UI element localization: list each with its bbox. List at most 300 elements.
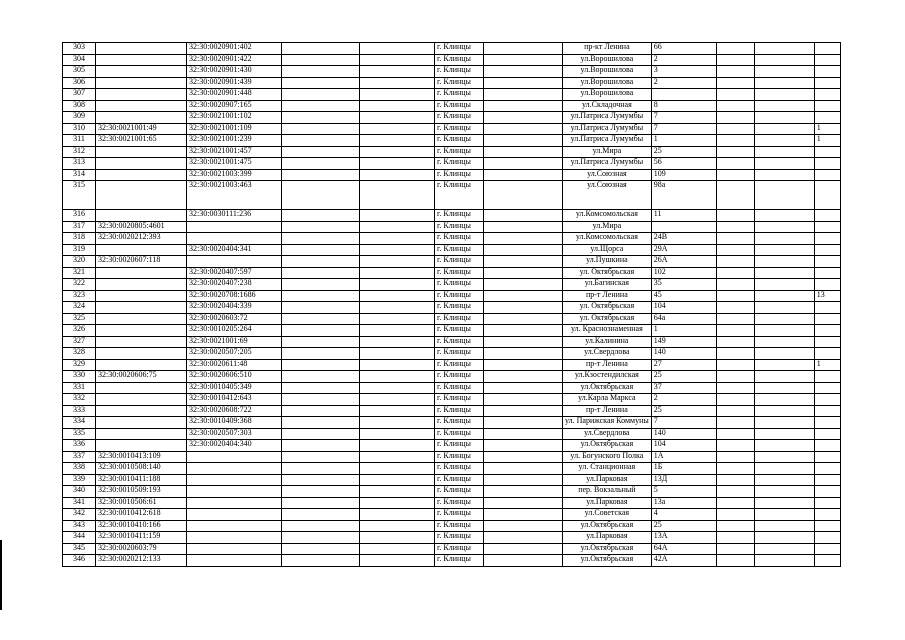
house-number-cell: 2 — [651, 77, 716, 89]
empty-cell — [754, 146, 814, 158]
empty-cell — [484, 112, 563, 124]
house-number-cell: 37 — [651, 382, 716, 394]
land-cadastral-number-cell: 32:30:0010413:109 — [96, 451, 187, 463]
building-cadastral-number-cell: 32:30:0030111:236 — [187, 210, 282, 222]
table-row — [63, 123, 841, 135]
city-cell: г. Клинцы — [435, 520, 484, 532]
city-cell: г. Клинцы — [435, 233, 484, 245]
city-cell: г. Клинцы — [435, 405, 484, 417]
city-cell: г. Клинцы — [435, 66, 484, 78]
house-number-cell: 1 — [651, 135, 716, 147]
empty-cell — [282, 302, 360, 314]
land-cadastral-number-cell — [96, 336, 187, 348]
row-number-cell: 311 — [63, 135, 96, 147]
empty-cell — [484, 359, 563, 371]
house-number-cell: 4 — [651, 509, 716, 521]
empty-cell — [716, 497, 754, 509]
street-cell: ул.Комсомольская — [563, 210, 652, 222]
empty-cell — [716, 382, 754, 394]
empty-cell — [360, 520, 435, 532]
empty-cell — [282, 43, 360, 55]
house-number-cell: 1Б — [651, 463, 716, 475]
empty-cell — [484, 394, 563, 406]
empty-cell — [484, 77, 563, 89]
empty-cell — [754, 509, 814, 521]
land-cadastral-number-cell: 32:30:0020607:118 — [96, 256, 187, 268]
table-row — [63, 54, 841, 66]
house-number-cell: 25 — [651, 371, 716, 383]
table-row — [63, 181, 841, 210]
empty-cell — [716, 509, 754, 521]
table-row — [63, 325, 841, 337]
row-number-cell: 328 — [63, 348, 96, 360]
empty-cell — [360, 181, 435, 210]
row-number-cell: 305 — [63, 66, 96, 78]
extra-number-cell — [814, 210, 840, 222]
street-cell: ул.Ворошилова — [563, 66, 652, 78]
house-number-cell: 66 — [651, 43, 716, 55]
table-row — [63, 440, 841, 452]
empty-cell — [484, 146, 563, 158]
empty-cell — [754, 279, 814, 291]
extra-number-cell — [814, 543, 840, 555]
empty-cell — [360, 66, 435, 78]
land-cadastral-number-cell: 32:30:0010411:188 — [96, 474, 187, 486]
empty-cell — [484, 181, 563, 210]
row-number-cell: 324 — [63, 302, 96, 314]
empty-cell — [484, 313, 563, 325]
land-cadastral-number-cell — [96, 279, 187, 291]
street-cell: ул.Патриса Лумумбы — [563, 112, 652, 124]
house-number-cell: 104 — [651, 440, 716, 452]
empty-cell — [484, 417, 563, 429]
row-number-cell: 306 — [63, 77, 96, 89]
empty-cell — [282, 66, 360, 78]
empty-cell — [484, 348, 563, 360]
empty-cell — [716, 256, 754, 268]
empty-cell — [282, 520, 360, 532]
empty-cell — [484, 221, 563, 233]
empty-cell — [282, 394, 360, 406]
empty-cell — [360, 417, 435, 429]
row-number-cell: 346 — [63, 555, 96, 567]
row-number-cell: 343 — [63, 520, 96, 532]
house-number-cell: 56 — [651, 158, 716, 170]
street-cell: ул.Парковая — [563, 532, 652, 544]
extra-number-cell — [814, 509, 840, 521]
house-number-cell: 64А — [651, 543, 716, 555]
building-cadastral-number-cell: 32:30:0020404:340 — [187, 440, 282, 452]
empty-cell — [360, 279, 435, 291]
empty-cell — [484, 279, 563, 291]
city-cell: г. Клинцы — [435, 290, 484, 302]
empty-cell — [282, 463, 360, 475]
extra-number-cell — [814, 54, 840, 66]
row-number-cell: 338 — [63, 463, 96, 475]
empty-cell — [754, 348, 814, 360]
empty-cell — [360, 371, 435, 383]
empty-cell — [716, 279, 754, 291]
building-cadastral-number-cell: 32:30:0010412:643 — [187, 394, 282, 406]
land-cadastral-number-cell — [96, 405, 187, 417]
city-cell: г. Клинцы — [435, 43, 484, 55]
city-cell: г. Клинцы — [435, 555, 484, 567]
empty-cell — [716, 54, 754, 66]
empty-cell — [716, 463, 754, 475]
land-cadastral-number-cell — [96, 394, 187, 406]
empty-cell — [282, 233, 360, 245]
extra-number-cell — [814, 520, 840, 532]
empty-cell — [754, 181, 814, 210]
empty-cell — [360, 135, 435, 147]
house-number-cell: 149 — [651, 336, 716, 348]
empty-cell — [282, 474, 360, 486]
building-cadastral-number-cell: 32:30:0020507:205 — [187, 348, 282, 360]
empty-cell — [282, 146, 360, 158]
empty-cell — [484, 325, 563, 337]
empty-cell — [754, 497, 814, 509]
city-cell: г. Клинцы — [435, 417, 484, 429]
empty-cell — [360, 359, 435, 371]
extra-number-cell: 1 — [814, 135, 840, 147]
empty-cell — [716, 123, 754, 135]
land-cadastral-number-cell — [96, 428, 187, 440]
empty-cell — [754, 474, 814, 486]
extra-number-cell — [814, 256, 840, 268]
row-number-cell: 340 — [63, 486, 96, 498]
empty-cell — [360, 89, 435, 101]
city-cell: г. Клинцы — [435, 428, 484, 440]
empty-cell — [484, 66, 563, 78]
empty-cell — [716, 290, 754, 302]
extra-number-cell — [814, 428, 840, 440]
empty-cell — [754, 555, 814, 567]
extra-number-cell — [814, 348, 840, 360]
street-cell: ул.Ворошилова — [563, 54, 652, 66]
table-row — [63, 359, 841, 371]
empty-cell — [360, 405, 435, 417]
extra-number-cell — [814, 382, 840, 394]
table-row — [63, 233, 841, 245]
house-number-cell: 1 — [651, 325, 716, 337]
building-cadastral-number-cell: 32:30:0020407:597 — [187, 267, 282, 279]
empty-cell — [754, 54, 814, 66]
empty-cell — [282, 244, 360, 256]
city-cell: г. Клинцы — [435, 181, 484, 210]
empty-cell — [754, 428, 814, 440]
empty-cell — [484, 463, 563, 475]
building-cadastral-number-cell: 32:30:0020404:339 — [187, 302, 282, 314]
extra-number-cell — [814, 405, 840, 417]
city-cell: г. Клинцы — [435, 325, 484, 337]
city-cell: г. Клинцы — [435, 123, 484, 135]
table-row — [63, 43, 841, 55]
building-cadastral-number-cell — [187, 233, 282, 245]
city-cell: г. Клинцы — [435, 474, 484, 486]
empty-cell — [484, 256, 563, 268]
extra-number-cell — [814, 532, 840, 544]
table-row — [63, 221, 841, 233]
row-number-cell: 333 — [63, 405, 96, 417]
extra-number-cell — [814, 244, 840, 256]
building-cadastral-number-cell — [187, 486, 282, 498]
empty-cell — [282, 100, 360, 112]
house-number-cell: 25 — [651, 146, 716, 158]
table-row — [63, 146, 841, 158]
house-number-cell: 29А — [651, 244, 716, 256]
empty-cell — [282, 210, 360, 222]
empty-cell — [484, 405, 563, 417]
city-cell: г. Клинцы — [435, 532, 484, 544]
empty-cell — [484, 267, 563, 279]
city-cell: г. Клинцы — [435, 158, 484, 170]
empty-cell — [754, 244, 814, 256]
row-number-cell: 331 — [63, 382, 96, 394]
empty-cell — [754, 440, 814, 452]
city-cell: г. Клинцы — [435, 371, 484, 383]
house-number-cell: 25 — [651, 520, 716, 532]
empty-cell — [282, 181, 360, 210]
empty-cell — [282, 555, 360, 567]
empty-cell — [360, 451, 435, 463]
city-cell: г. Клинцы — [435, 89, 484, 101]
city-cell: г. Клинцы — [435, 509, 484, 521]
empty-cell — [754, 451, 814, 463]
building-cadastral-number-cell: 32:30:0020708:1686 — [187, 290, 282, 302]
empty-cell — [716, 520, 754, 532]
street-cell: ул.Карла Маркса — [563, 394, 652, 406]
land-cadastral-number-cell — [96, 359, 187, 371]
row-number-cell: 317 — [63, 221, 96, 233]
empty-cell — [360, 100, 435, 112]
street-cell: ул.Щорса — [563, 244, 652, 256]
empty-cell — [754, 336, 814, 348]
row-number-cell: 345 — [63, 543, 96, 555]
building-cadastral-number-cell: 32:30:0021001:109 — [187, 123, 282, 135]
row-number-cell: 316 — [63, 210, 96, 222]
street-cell: пер. Вокзальный — [563, 486, 652, 498]
building-cadastral-number-cell: 32:30:0020608:722 — [187, 405, 282, 417]
street-cell: ул.Октябрьская — [563, 440, 652, 452]
street-cell: ул.Патриса Лумумбы — [563, 135, 652, 147]
building-cadastral-number-cell: 32:30:0010409:368 — [187, 417, 282, 429]
empty-cell — [716, 135, 754, 147]
scan-edge-mark — [0, 540, 2, 610]
city-cell: г. Клинцы — [435, 440, 484, 452]
empty-cell — [716, 158, 754, 170]
land-cadastral-number-cell: 32:30:0010508:140 — [96, 463, 187, 475]
empty-cell — [716, 210, 754, 222]
building-cadastral-number-cell — [187, 509, 282, 521]
empty-cell — [716, 77, 754, 89]
empty-cell — [716, 348, 754, 360]
empty-cell — [716, 302, 754, 314]
row-number-cell: 318 — [63, 233, 96, 245]
land-cadastral-number-cell: 32:30:0010411:159 — [96, 532, 187, 544]
table-row — [63, 290, 841, 302]
building-cadastral-number-cell — [187, 520, 282, 532]
extra-number-cell — [814, 66, 840, 78]
empty-cell — [716, 451, 754, 463]
empty-cell — [716, 244, 754, 256]
empty-cell — [282, 123, 360, 135]
city-cell: г. Клинцы — [435, 77, 484, 89]
street-cell: ул.Мира — [563, 221, 652, 233]
street-cell: ул.Союзная — [563, 181, 652, 210]
empty-cell — [716, 394, 754, 406]
row-number-cell: 334 — [63, 417, 96, 429]
land-cadastral-number-cell: 32:30:0020212:133 — [96, 555, 187, 567]
empty-cell — [716, 336, 754, 348]
empty-cell — [754, 486, 814, 498]
empty-cell — [716, 267, 754, 279]
building-cadastral-number-cell: 32:30:0021001:457 — [187, 146, 282, 158]
land-cadastral-number-cell: 32:30:0021001:49 — [96, 123, 187, 135]
empty-cell — [716, 371, 754, 383]
empty-cell — [754, 290, 814, 302]
land-cadastral-number-cell — [96, 89, 187, 101]
empty-cell — [754, 123, 814, 135]
table-row — [63, 302, 841, 314]
table-row — [63, 66, 841, 78]
empty-cell — [484, 89, 563, 101]
house-number-cell: 102 — [651, 267, 716, 279]
street-cell: ул.Октябрьская — [563, 520, 652, 532]
empty-cell — [754, 532, 814, 544]
street-cell: пр-т Ленина — [563, 359, 652, 371]
table-row — [63, 112, 841, 124]
street-cell: ул.Калинина — [563, 336, 652, 348]
building-cadastral-number-cell: 32:30:0020606:510 — [187, 371, 282, 383]
table-row — [63, 169, 841, 181]
table-row — [63, 394, 841, 406]
building-cadastral-number-cell: 32:30:0021003:463 — [187, 181, 282, 210]
empty-cell — [716, 428, 754, 440]
extra-number-cell — [814, 440, 840, 452]
empty-cell — [754, 66, 814, 78]
empty-cell — [360, 509, 435, 521]
building-cadastral-number-cell: 32:30:0020901:402 — [187, 43, 282, 55]
building-cadastral-number-cell — [187, 474, 282, 486]
extra-number-cell — [814, 371, 840, 383]
table-row — [63, 417, 841, 429]
city-cell: г. Клинцы — [435, 112, 484, 124]
extra-number-cell — [814, 89, 840, 101]
table-row — [63, 451, 841, 463]
building-cadastral-number-cell — [187, 451, 282, 463]
street-cell: ул.Ворошилова — [563, 89, 652, 101]
empty-cell — [716, 405, 754, 417]
empty-cell — [716, 112, 754, 124]
empty-cell — [282, 486, 360, 498]
table-row — [63, 463, 841, 475]
row-number-cell: 315 — [63, 181, 96, 210]
city-cell: г. Клинцы — [435, 221, 484, 233]
table-row — [63, 279, 841, 291]
extra-number-cell — [814, 486, 840, 498]
empty-cell — [754, 233, 814, 245]
empty-cell — [282, 313, 360, 325]
street-cell: ул.Союзная — [563, 169, 652, 181]
extra-number-cell — [814, 451, 840, 463]
house-number-cell: 25 — [651, 405, 716, 417]
empty-cell — [484, 43, 563, 55]
empty-cell — [754, 100, 814, 112]
street-cell: пр-кт Ленина — [563, 43, 652, 55]
row-number-cell: 308 — [63, 100, 96, 112]
empty-cell — [282, 348, 360, 360]
street-cell: ул. Богунского Полка — [563, 451, 652, 463]
empty-cell — [754, 313, 814, 325]
land-cadastral-number-cell: 32:30:0020603:79 — [96, 543, 187, 555]
extra-number-cell — [814, 336, 840, 348]
empty-cell — [360, 336, 435, 348]
row-number-cell: 336 — [63, 440, 96, 452]
building-cadastral-number-cell: 32:30:0020907:165 — [187, 100, 282, 112]
empty-cell — [716, 555, 754, 567]
house-number-cell: 98а — [651, 181, 716, 210]
empty-cell — [754, 463, 814, 475]
building-cadastral-number-cell: 32:30:0020901:439 — [187, 77, 282, 89]
extra-number-cell — [814, 77, 840, 89]
house-number-cell: 140 — [651, 348, 716, 360]
building-cadastral-number-cell — [187, 497, 282, 509]
street-cell: ул. Октябрьская — [563, 313, 652, 325]
house-number-cell: 7 — [651, 112, 716, 124]
building-cadastral-number-cell: 32:30:0020901:422 — [187, 54, 282, 66]
row-number-cell: 314 — [63, 169, 96, 181]
house-number-cell: 2 — [651, 54, 716, 66]
building-cadastral-number-cell: 32:30:0020407:238 — [187, 279, 282, 291]
empty-cell — [716, 100, 754, 112]
street-cell: ул.Складочная — [563, 100, 652, 112]
table-row — [63, 313, 841, 325]
empty-cell — [754, 543, 814, 555]
empty-cell — [754, 405, 814, 417]
empty-cell — [716, 440, 754, 452]
land-cadastral-number-cell — [96, 43, 187, 55]
row-number-cell: 322 — [63, 279, 96, 291]
street-cell: ул.Октябрьская — [563, 555, 652, 567]
building-cadastral-number-cell — [187, 256, 282, 268]
empty-cell — [484, 474, 563, 486]
street-cell: ул.Багинская — [563, 279, 652, 291]
extra-number-cell — [814, 497, 840, 509]
land-cadastral-number-cell — [96, 54, 187, 66]
land-cadastral-number-cell — [96, 382, 187, 394]
city-cell: г. Клинцы — [435, 359, 484, 371]
extra-number-cell — [814, 394, 840, 406]
table-row — [63, 348, 841, 360]
city-cell: г. Клинцы — [435, 100, 484, 112]
house-number-cell: 1А — [651, 451, 716, 463]
house-number-cell: 2 — [651, 394, 716, 406]
house-number-cell: 26А — [651, 256, 716, 268]
empty-cell — [754, 135, 814, 147]
land-cadastral-number-cell — [96, 302, 187, 314]
land-cadastral-number-cell: 32:30:0010412:618 — [96, 509, 187, 521]
building-cadastral-number-cell — [187, 221, 282, 233]
house-number-cell: 35 — [651, 279, 716, 291]
empty-cell — [282, 428, 360, 440]
row-number-cell: 341 — [63, 497, 96, 509]
empty-cell — [754, 221, 814, 233]
empty-cell — [754, 325, 814, 337]
land-cadastral-number-cell — [96, 169, 187, 181]
house-number-cell — [651, 221, 716, 233]
land-cadastral-number-cell — [96, 146, 187, 158]
row-number-cell: 307 — [63, 89, 96, 101]
